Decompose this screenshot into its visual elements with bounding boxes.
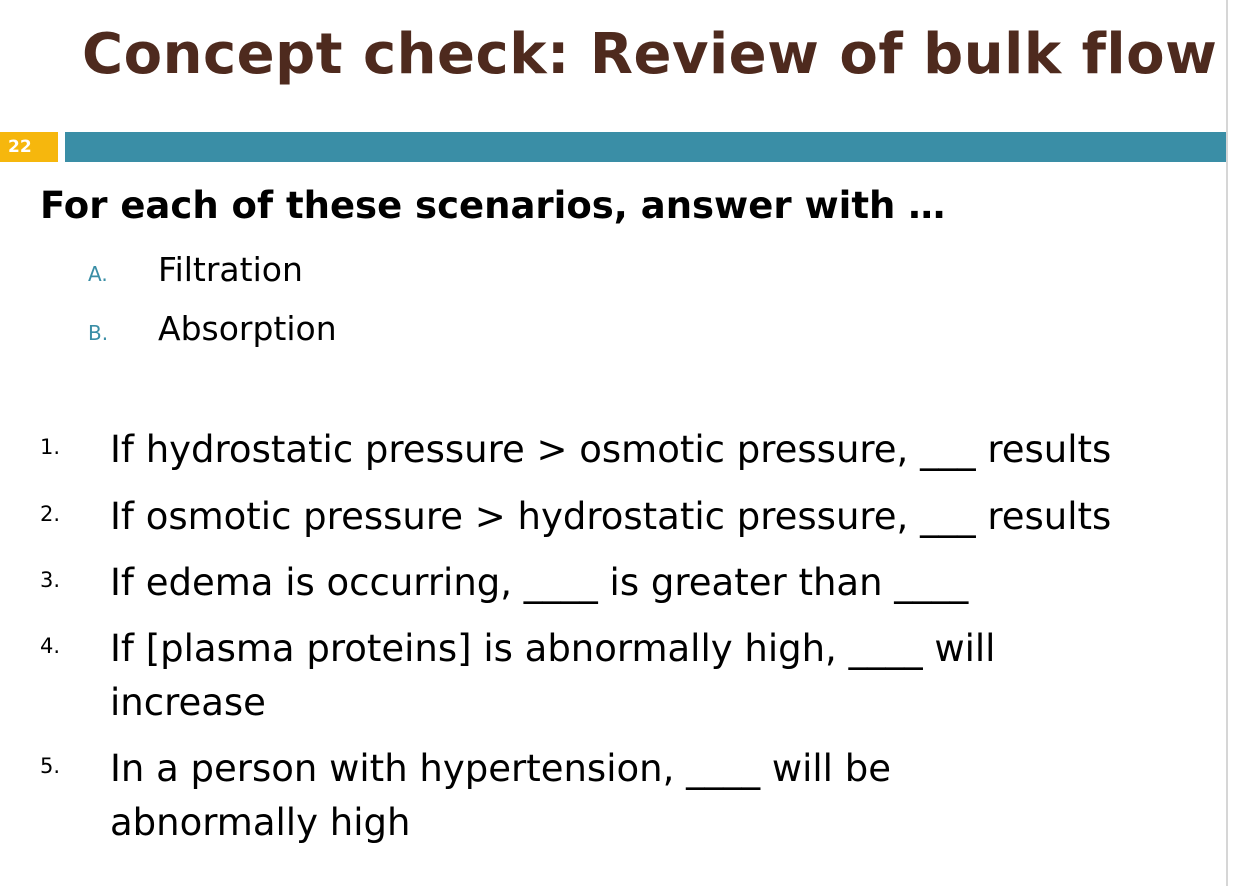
question-text: If edema is occurring, ____ is greater than ____ [110,561,969,604]
option-text: Absorption [158,309,337,348]
title-accent-bar [65,132,1226,162]
question-number: 1. [40,435,61,459]
question-text: If [plasma proteins] is abnormally high, ____ will [110,627,996,670]
question-number: 2. [40,502,61,526]
question-text: In a person with hypertension, ____ will be [110,747,891,790]
question-number: 3. [40,568,61,592]
slide-edge [1226,0,1240,886]
option-letter: B. [88,321,109,345]
intro-text: For each of these scenarios, answer with … [40,184,946,227]
question-number: 4. [40,634,61,658]
question-text: If osmotic pressure > hydrostatic pressure, ___ results [110,495,1112,538]
question-text: If hydrostatic pressure > osmotic pressure, ___ results [110,428,1112,471]
slide-title: Concept check: Review of bulk flow [82,22,1218,87]
question-text: increase [110,681,266,724]
slide-number-badge: 22 [0,132,58,162]
option-letter: A. [88,262,108,286]
option-text: Filtration [158,250,303,289]
question-number: 5. [40,754,61,778]
question-text: abnormally high [110,801,411,844]
